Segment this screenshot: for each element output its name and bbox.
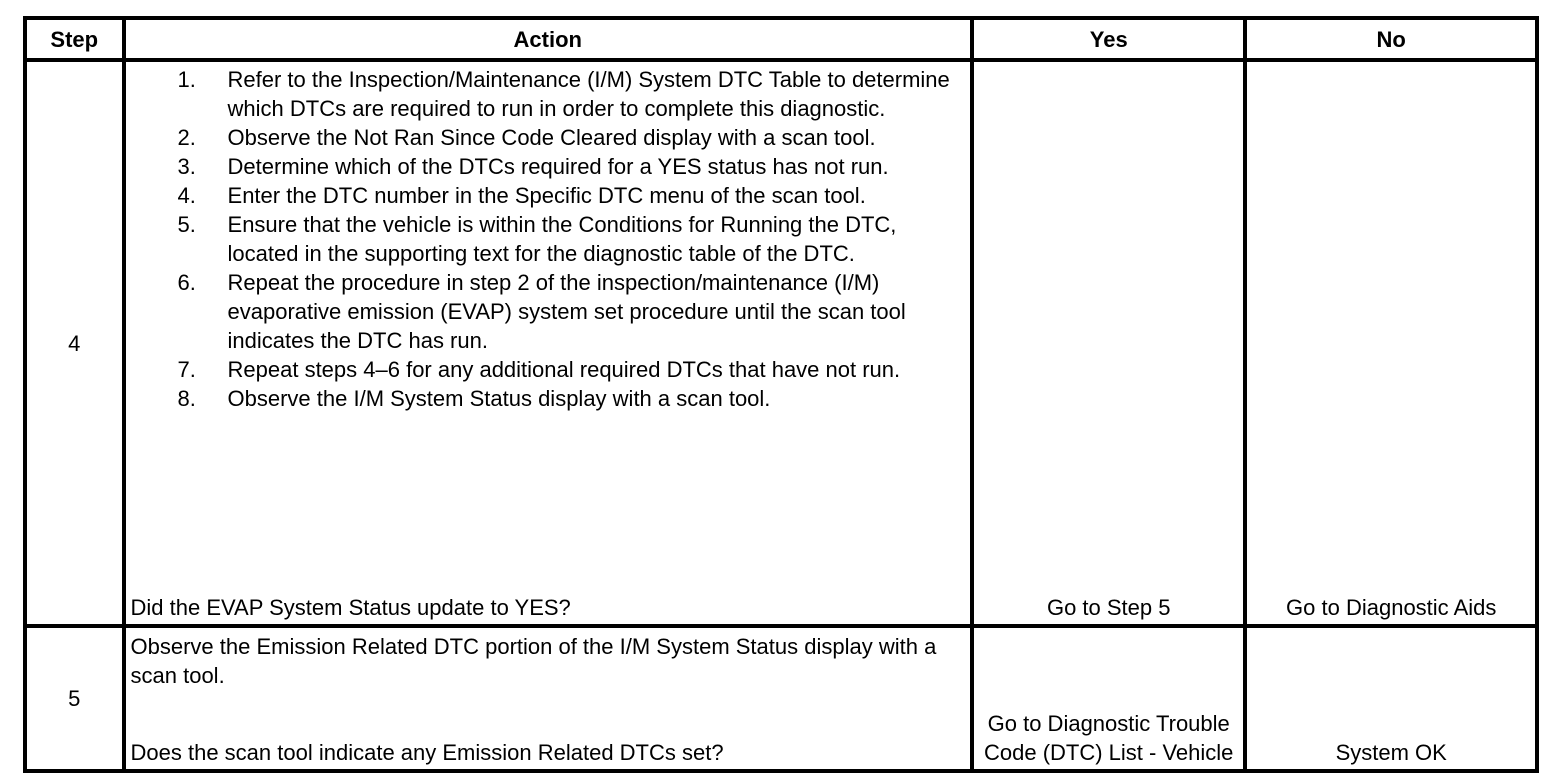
- header-yes: Yes: [972, 18, 1245, 60]
- list-item-text: Enter the DTC number in the Specific DTC menu of the scan tool.: [227, 183, 866, 208]
- list-item-number: 3.: [177, 154, 196, 179]
- header-no: No: [1245, 18, 1537, 60]
- list-item-number: 8.: [177, 386, 196, 411]
- diagnostic-table: [23, 16, 1539, 773]
- step-number: 4: [25, 60, 124, 626]
- table-row-step-4: [25, 60, 1537, 626]
- header-step: Step: [25, 18, 124, 60]
- list-item-text: Repeat the procedure in step 2 of the inspection/maintenance (I/M) evaporative emission (EVAP) system set procedure until the scan tool indicates the DTC has run.: [227, 270, 906, 353]
- list-item: [177, 65, 970, 123]
- yes-cell: [972, 626, 1245, 771]
- list-item: [177, 181, 970, 210]
- observe-text: Observe the Emission Related DTC portion of the I/M System Status display with a scan tool.: [130, 634, 937, 688]
- yes-cell: [972, 60, 1245, 626]
- question-text: Did the EVAP System Status update to YES?: [130, 595, 571, 620]
- list-item-text: Repeat steps 4–6 for any additional required DTCs that have not run.: [227, 357, 901, 382]
- list-item: [177, 355, 970, 384]
- list-item: [177, 152, 970, 181]
- header-row: [25, 18, 1537, 60]
- action-list: [126, 65, 970, 413]
- action-cell: [124, 60, 972, 626]
- list-item-number: 6.: [177, 270, 196, 295]
- list-item-text: Ensure that the vehicle is within the Conditions for Running the DTC, located in the supporting text for the diagnostic table of the DTC.: [227, 212, 897, 266]
- step-number: 5: [25, 626, 124, 771]
- header-action: Action: [124, 18, 972, 60]
- yes-link[interactable]: Go to Diagnostic Trouble Code (DTC) List - Vehicle: [984, 711, 1234, 765]
- list-item-number: 7.: [177, 357, 196, 382]
- no-cell: [1245, 626, 1537, 771]
- table-row-step-5: [25, 626, 1537, 771]
- list-item-number: 1.: [177, 67, 196, 92]
- list-item: [177, 210, 970, 268]
- list-item-number: 2.: [177, 125, 196, 150]
- list-item-text: Observe the I/M System Status display with a scan tool.: [227, 386, 771, 411]
- list-item: [177, 268, 970, 355]
- list-item-number: 4.: [177, 183, 196, 208]
- list-item-text: Determine which of the DTCs required for a YES status has not run.: [227, 154, 889, 179]
- action-cell: [124, 626, 972, 771]
- no-text: System OK: [1335, 740, 1447, 765]
- question-text: Does the scan tool indicate any Emission Related DTCs set?: [130, 740, 724, 765]
- no-link[interactable]: Go to Diagnostic Aids: [1286, 595, 1497, 620]
- list-item-text: Refer to the Inspection/Maintenance (I/M) System DTC Table to determine which DTCs are required to run in order to complete this diagnostic.: [227, 67, 950, 121]
- yes-link[interactable]: Go to Step 5: [1046, 595, 1171, 620]
- list-item: [177, 384, 970, 413]
- list-item-number: 5.: [177, 212, 196, 237]
- no-cell: [1245, 60, 1537, 626]
- list-item-text: Observe the Not Ran Since Code Cleared display with a scan tool.: [227, 125, 876, 150]
- list-item: [177, 123, 970, 152]
